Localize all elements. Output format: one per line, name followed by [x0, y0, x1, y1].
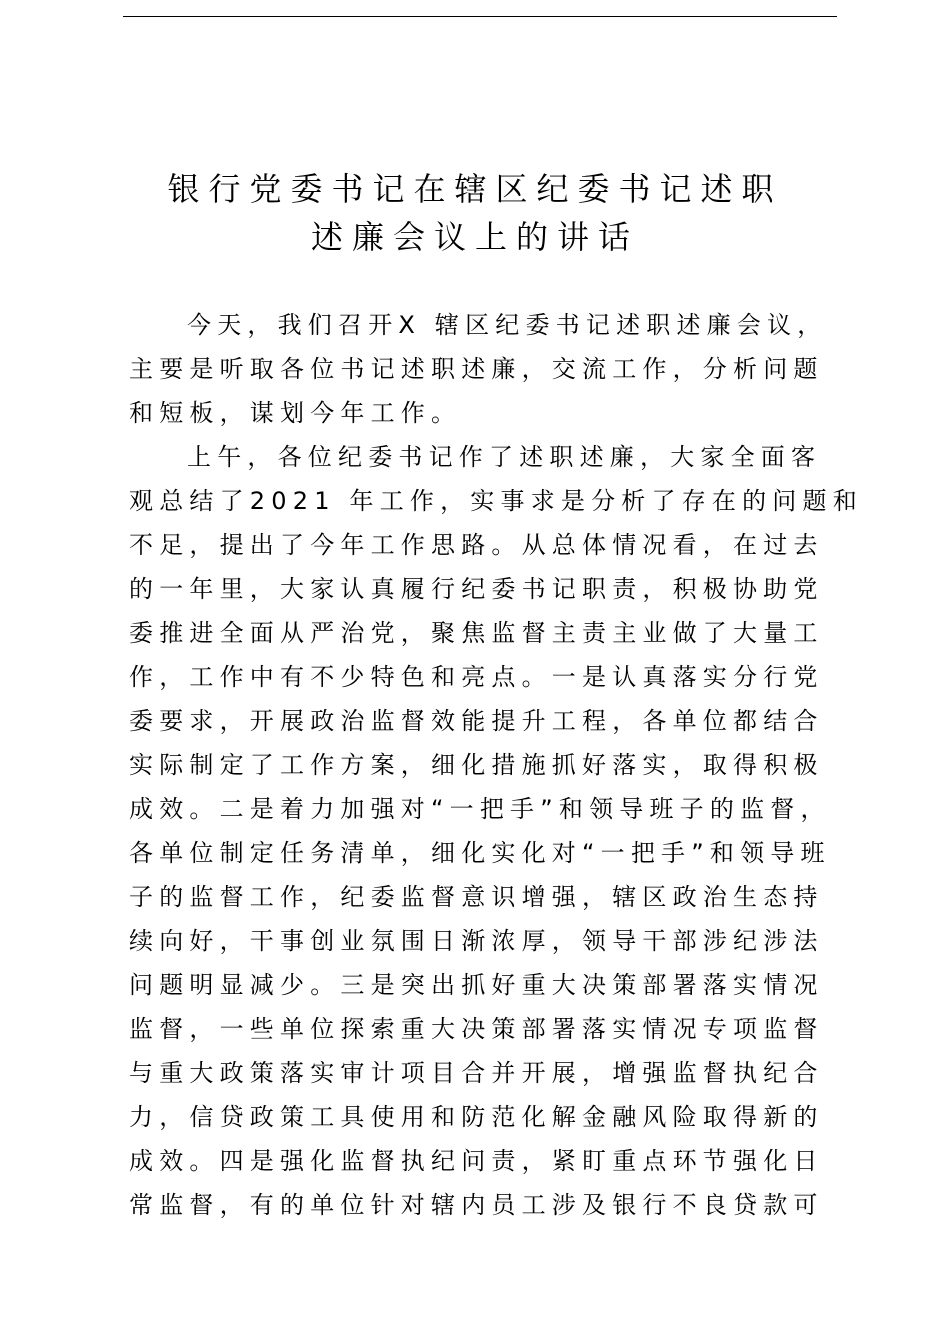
- paragraph-line: 观总结了2021 年工作，实事求是分析了存在的问题和: [129, 487, 863, 515]
- header-rule: [123, 16, 837, 17]
- paragraph-line: 问题明显减少。三是突出抓好重大决策部署落实情况: [129, 971, 824, 999]
- paragraph-1: [129, 303, 829, 435]
- paragraph-line: 监督，一些单位探索重大决策部署落实情况专项监督: [129, 1015, 824, 1043]
- paragraph-line: 今天，我们召开X 辖区纪委书记述职述廉会议，: [187, 311, 828, 339]
- paragraph-line: 成效。四是强化监督执纪问责，紧盯重点环节强化日: [129, 1147, 824, 1175]
- document-title: [100, 165, 850, 261]
- paragraph-line: 续向好，干事创业氛围日渐浓厚，领导干部涉纪涉法: [129, 927, 824, 955]
- paragraph-line: 子的监督工作，纪委监督意识增强，辖区政治生态持: [129, 883, 824, 911]
- paragraph-line: 委推进全面从严治党，聚焦监督主责主业做了大量工: [129, 619, 824, 647]
- title-line-1: 银行党委书记在辖区纪委书记述职: [167, 170, 783, 208]
- paragraph-line: 委要求，开展政治监督效能提升工程，各单位都结合: [129, 707, 824, 735]
- paragraph-line: 的一年里，大家认真履行纪委书记职责，积极协助党: [129, 575, 824, 603]
- paragraph-line: 力，信贷政策工具使用和防范化解金融风险取得新的: [129, 1103, 824, 1131]
- paragraph-line: 上午，各位纪委书记作了述职述廉，大家全面客: [187, 443, 822, 471]
- paragraph-line: 与重大政策落实审计项目合并开展，增强监督执纪合: [129, 1059, 824, 1087]
- document-body: [129, 303, 863, 1227]
- paragraph-line: 作，工作中有不少特色和亮点。一是认真落实分行党: [129, 663, 824, 691]
- paragraph-line: 各单位制定任务清单，细化实化对“一把手”和领导班: [129, 839, 831, 867]
- paragraph-line: 实际制定了工作方案，细化措施抓好落实，取得积极: [129, 751, 824, 779]
- paragraph-line: 成效。二是着力加强对“一把手”和领导班子的监督，: [129, 795, 831, 823]
- paragraph-line: 不足，提出了今年工作思路。从总体情况看，在过去: [129, 531, 824, 559]
- title-line-2: 述廉会议上的讲话: [310, 218, 639, 256]
- paragraph-2: [129, 435, 863, 1227]
- paragraph-line: 常监督，有的单位针对辖内员工涉及银行不良贷款可: [129, 1191, 824, 1219]
- paragraph-line: 主要是听取各位书记述职述廉，交流工作，分析问题: [129, 355, 824, 383]
- paragraph-line: 和短板，谋划今年工作。: [129, 399, 462, 427]
